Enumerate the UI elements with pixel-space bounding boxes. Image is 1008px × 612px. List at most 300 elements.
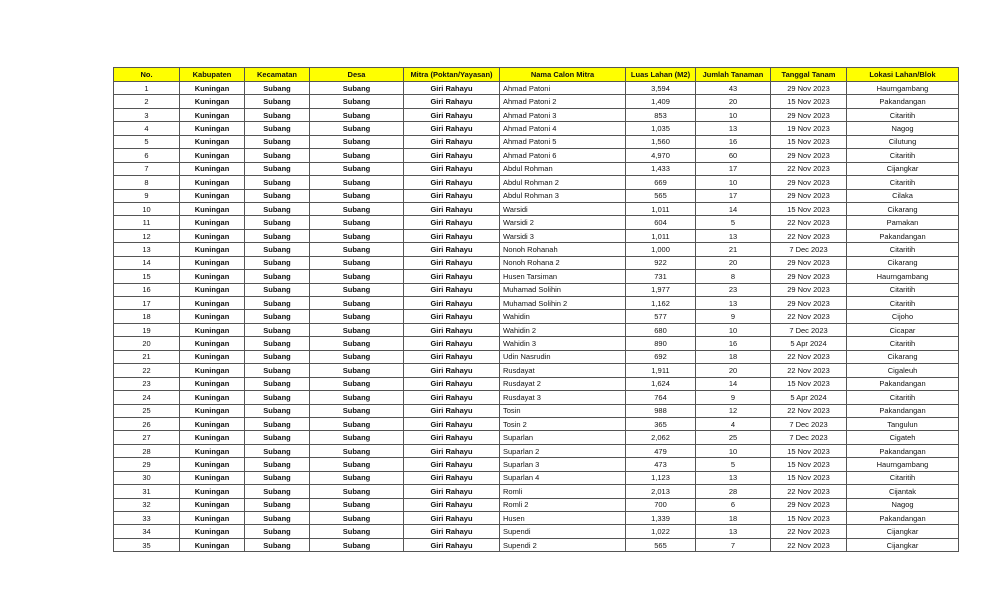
cell-no[interactable]: 13 [114,243,180,256]
cell-desa[interactable]: Subang [310,404,404,417]
cell-tanggal-tanam[interactable]: 7 Dec 2023 [771,243,847,256]
cell-no[interactable]: 22 [114,364,180,377]
cell-mitra[interactable]: Giri Rahayu [404,189,500,202]
cell-mitra[interactable]: Giri Rahayu [404,525,500,538]
cell-tanggal-tanam[interactable]: 15 Nov 2023 [771,202,847,215]
cell-no[interactable]: 2 [114,95,180,108]
cell-no[interactable]: 1 [114,82,180,95]
cell-kabupaten[interactable]: Kuningan [180,498,245,511]
cell-desa[interactable]: Subang [310,498,404,511]
cell-tanggal-tanam[interactable]: 29 Nov 2023 [771,297,847,310]
cell-lokasi[interactable]: Citaritih [847,243,959,256]
cell-jumlah-tanaman[interactable]: 28 [696,485,771,498]
cell-jumlah-tanaman[interactable]: 17 [696,162,771,175]
cell-luas-lahan[interactable]: 1,560 [626,135,696,148]
cell-nama-calon-mitra[interactable]: Supendi 2 [500,538,626,551]
cell-mitra[interactable]: Giri Rahayu [404,404,500,417]
cell-kabupaten[interactable]: Kuningan [180,202,245,215]
cell-tanggal-tanam[interactable]: 29 Nov 2023 [771,256,847,269]
cell-tanggal-tanam[interactable]: 19 Nov 2023 [771,122,847,135]
cell-lokasi[interactable]: Haurngambang [847,458,959,471]
cell-kabupaten[interactable]: Kuningan [180,297,245,310]
cell-luas-lahan[interactable]: 1,911 [626,364,696,377]
cell-jumlah-tanaman[interactable]: 60 [696,149,771,162]
cell-kabupaten[interactable]: Kuningan [180,417,245,430]
cell-mitra[interactable]: Giri Rahayu [404,202,500,215]
cell-mitra[interactable]: Giri Rahayu [404,176,500,189]
cell-kecamatan[interactable]: Subang [245,149,310,162]
cell-kabupaten[interactable]: Kuningan [180,135,245,148]
cell-luas-lahan[interactable]: 3,594 [626,82,696,95]
cell-desa[interactable]: Subang [310,444,404,457]
cell-tanggal-tanam[interactable]: 15 Nov 2023 [771,512,847,525]
cell-tanggal-tanam[interactable]: 5 Apr 2024 [771,337,847,350]
cell-mitra[interactable]: Giri Rahayu [404,135,500,148]
cell-luas-lahan[interactable]: 1,011 [626,229,696,242]
cell-kabupaten[interactable]: Kuningan [180,82,245,95]
col-header-luas-lahan[interactable]: Luas Lahan (M2) [626,68,696,82]
cell-lokasi[interactable]: Citaritih [847,108,959,121]
cell-luas-lahan[interactable]: 1,977 [626,283,696,296]
cell-lokasi[interactable]: Nagog [847,498,959,511]
cell-lokasi[interactable]: Cigaleuh [847,364,959,377]
cell-nama-calon-mitra[interactable]: Muhamad Solihin [500,283,626,296]
cell-kabupaten[interactable]: Kuningan [180,216,245,229]
cell-jumlah-tanaman[interactable]: 10 [696,444,771,457]
cell-luas-lahan[interactable]: 577 [626,310,696,323]
cell-desa[interactable]: Subang [310,243,404,256]
cell-kecamatan[interactable]: Subang [245,229,310,242]
cell-mitra[interactable]: Giri Rahayu [404,95,500,108]
cell-mitra[interactable]: Giri Rahayu [404,108,500,121]
cell-lokasi[interactable]: Haurngambang [847,270,959,283]
cell-mitra[interactable]: Giri Rahayu [404,377,500,390]
cell-no[interactable]: 16 [114,283,180,296]
cell-jumlah-tanaman[interactable]: 20 [696,256,771,269]
cell-tanggal-tanam[interactable]: 29 Nov 2023 [771,283,847,296]
col-header-desa[interactable]: Desa [310,68,404,82]
cell-kabupaten[interactable]: Kuningan [180,310,245,323]
cell-no[interactable]: 31 [114,485,180,498]
cell-desa[interactable]: Subang [310,364,404,377]
cell-jumlah-tanaman[interactable]: 18 [696,350,771,363]
cell-mitra[interactable]: Giri Rahayu [404,122,500,135]
cell-jumlah-tanaman[interactable]: 23 [696,283,771,296]
cell-no[interactable]: 10 [114,202,180,215]
cell-no[interactable]: 4 [114,122,180,135]
cell-luas-lahan[interactable]: 1,162 [626,297,696,310]
cell-mitra[interactable]: Giri Rahayu [404,458,500,471]
cell-no[interactable]: 17 [114,297,180,310]
cell-nama-calon-mitra[interactable]: Abdul Rohman 2 [500,176,626,189]
cell-desa[interactable]: Subang [310,297,404,310]
cell-luas-lahan[interactable]: 692 [626,350,696,363]
cell-tanggal-tanam[interactable]: 29 Nov 2023 [771,498,847,511]
cell-kabupaten[interactable]: Kuningan [180,189,245,202]
cell-luas-lahan[interactable]: 1,624 [626,377,696,390]
cell-lokasi[interactable]: Cijangkar [847,525,959,538]
cell-kabupaten[interactable]: Kuningan [180,270,245,283]
cell-desa[interactable]: Subang [310,458,404,471]
cell-jumlah-tanaman[interactable]: 9 [696,391,771,404]
cell-desa[interactable]: Subang [310,538,404,551]
col-header-lokasi[interactable]: Lokasi Lahan/Blok [847,68,959,82]
cell-nama-calon-mitra[interactable]: Ahmad Patoni 2 [500,95,626,108]
cell-kecamatan[interactable]: Subang [245,270,310,283]
cell-mitra[interactable]: Giri Rahayu [404,444,500,457]
cell-lokasi[interactable]: Citaritih [847,297,959,310]
cell-nama-calon-mitra[interactable]: Rusdayat [500,364,626,377]
cell-nama-calon-mitra[interactable]: Husen Tarsiman [500,270,626,283]
cell-mitra[interactable]: Giri Rahayu [404,538,500,551]
cell-lokasi[interactable]: Cijoho [847,310,959,323]
cell-no[interactable]: 27 [114,431,180,444]
cell-jumlah-tanaman[interactable]: 9 [696,310,771,323]
cell-nama-calon-mitra[interactable]: Husen [500,512,626,525]
cell-jumlah-tanaman[interactable]: 25 [696,431,771,444]
cell-lokasi[interactable]: Pamakan [847,216,959,229]
cell-no[interactable]: 6 [114,149,180,162]
cell-kecamatan[interactable]: Subang [245,444,310,457]
cell-kecamatan[interactable]: Subang [245,82,310,95]
cell-nama-calon-mitra[interactable]: Tosin 2 [500,417,626,430]
cell-mitra[interactable]: Giri Rahayu [404,297,500,310]
cell-jumlah-tanaman[interactable]: 5 [696,458,771,471]
cell-desa[interactable]: Subang [310,82,404,95]
cell-nama-calon-mitra[interactable]: Suparlan 2 [500,444,626,457]
cell-lokasi[interactable]: Pakandangan [847,377,959,390]
cell-kabupaten[interactable]: Kuningan [180,512,245,525]
cell-luas-lahan[interactable]: 604 [626,216,696,229]
cell-nama-calon-mitra[interactable]: Udin Nasrudin [500,350,626,363]
cell-luas-lahan[interactable]: 4,970 [626,149,696,162]
cell-no[interactable]: 15 [114,270,180,283]
cell-lokasi[interactable]: Pakandangan [847,95,959,108]
cell-tanggal-tanam[interactable]: 22 Nov 2023 [771,229,847,242]
cell-kabupaten[interactable]: Kuningan [180,350,245,363]
cell-no[interactable]: 3 [114,108,180,121]
cell-nama-calon-mitra[interactable]: Warsidi [500,202,626,215]
cell-jumlah-tanaman[interactable]: 21 [696,243,771,256]
cell-no[interactable]: 35 [114,538,180,551]
cell-nama-calon-mitra[interactable]: Ahmad Patoni 5 [500,135,626,148]
cell-kecamatan[interactable]: Subang [245,350,310,363]
cell-desa[interactable]: Subang [310,189,404,202]
cell-nama-calon-mitra[interactable]: Suparlan [500,431,626,444]
cell-desa[interactable]: Subang [310,283,404,296]
cell-tanggal-tanam[interactable]: 29 Nov 2023 [771,189,847,202]
cell-kecamatan[interactable]: Subang [245,176,310,189]
cell-nama-calon-mitra[interactable]: Wahidin [500,310,626,323]
cell-lokasi[interactable]: Haurngambang [847,82,959,95]
cell-nama-calon-mitra[interactable]: Ahmad Patoni 3 [500,108,626,121]
cell-mitra[interactable]: Giri Rahayu [404,283,500,296]
cell-luas-lahan[interactable]: 1,000 [626,243,696,256]
cell-lokasi[interactable]: Pakandangan [847,229,959,242]
cell-lokasi[interactable]: Pakandangan [847,404,959,417]
cell-desa[interactable]: Subang [310,270,404,283]
cell-jumlah-tanaman[interactable]: 14 [696,202,771,215]
cell-desa[interactable]: Subang [310,310,404,323]
cell-mitra[interactable]: Giri Rahayu [404,431,500,444]
cell-mitra[interactable]: Giri Rahayu [404,471,500,484]
cell-nama-calon-mitra[interactable]: Rusdayat 2 [500,377,626,390]
cell-tanggal-tanam[interactable]: 15 Nov 2023 [771,135,847,148]
cell-lokasi[interactable]: Citaritih [847,149,959,162]
cell-nama-calon-mitra[interactable]: Warsidi 3 [500,229,626,242]
cell-kabupaten[interactable]: Kuningan [180,471,245,484]
cell-no[interactable]: 21 [114,350,180,363]
cell-desa[interactable]: Subang [310,256,404,269]
cell-tanggal-tanam[interactable]: 7 Dec 2023 [771,431,847,444]
cell-kabupaten[interactable]: Kuningan [180,323,245,336]
cell-no[interactable]: 20 [114,337,180,350]
cell-nama-calon-mitra[interactable]: Suparlan 3 [500,458,626,471]
cell-nama-calon-mitra[interactable]: Nonoh Rohanah [500,243,626,256]
cell-luas-lahan[interactable]: 365 [626,417,696,430]
cell-nama-calon-mitra[interactable]: Suparlan 4 [500,471,626,484]
cell-no[interactable]: 19 [114,323,180,336]
cell-kecamatan[interactable]: Subang [245,122,310,135]
cell-tanggal-tanam[interactable]: 7 Dec 2023 [771,323,847,336]
cell-jumlah-tanaman[interactable]: 10 [696,323,771,336]
cell-kabupaten[interactable]: Kuningan [180,337,245,350]
cell-no[interactable]: 29 [114,458,180,471]
cell-tanggal-tanam[interactable]: 22 Nov 2023 [771,525,847,538]
cell-lokasi[interactable]: Nagog [847,122,959,135]
cell-no[interactable]: 24 [114,391,180,404]
cell-no[interactable]: 11 [114,216,180,229]
cell-tanggal-tanam[interactable]: 22 Nov 2023 [771,216,847,229]
cell-kabupaten[interactable]: Kuningan [180,283,245,296]
cell-lokasi[interactable]: Citaritih [847,471,959,484]
cell-desa[interactable]: Subang [310,229,404,242]
col-header-tanggal-tanam[interactable]: Tanggal Tanam [771,68,847,82]
cell-desa[interactable]: Subang [310,323,404,336]
cell-nama-calon-mitra[interactable]: Tosin [500,404,626,417]
cell-lokasi[interactable]: Citaritih [847,337,959,350]
cell-no[interactable]: 32 [114,498,180,511]
cell-tanggal-tanam[interactable]: 22 Nov 2023 [771,364,847,377]
cell-lokasi[interactable]: Cigateh [847,431,959,444]
cell-kecamatan[interactable]: Subang [245,391,310,404]
cell-luas-lahan[interactable]: 1,011 [626,202,696,215]
cell-kecamatan[interactable]: Subang [245,310,310,323]
cell-no[interactable]: 30 [114,471,180,484]
cell-tanggal-tanam[interactable]: 15 Nov 2023 [771,471,847,484]
cell-lokasi[interactable]: Pakandangan [847,444,959,457]
cell-jumlah-tanaman[interactable]: 13 [696,122,771,135]
cell-desa[interactable]: Subang [310,108,404,121]
cell-nama-calon-mitra[interactable]: Ahmad Patoni 4 [500,122,626,135]
cell-kecamatan[interactable]: Subang [245,538,310,551]
cell-no[interactable]: 9 [114,189,180,202]
cell-kabupaten[interactable]: Kuningan [180,404,245,417]
cell-kecamatan[interactable]: Subang [245,431,310,444]
cell-lokasi[interactable]: Citaritih [847,283,959,296]
cell-kecamatan[interactable]: Subang [245,256,310,269]
cell-jumlah-tanaman[interactable]: 8 [696,270,771,283]
cell-no[interactable]: 12 [114,229,180,242]
cell-kecamatan[interactable]: Subang [245,202,310,215]
cell-desa[interactable]: Subang [310,377,404,390]
cell-nama-calon-mitra[interactable]: Abdul Rohman 3 [500,189,626,202]
cell-desa[interactable]: Subang [310,176,404,189]
cell-tanggal-tanam[interactable]: 29 Nov 2023 [771,82,847,95]
cell-kabupaten[interactable]: Kuningan [180,108,245,121]
cell-lokasi[interactable]: Tangulun [847,417,959,430]
cell-kabupaten[interactable]: Kuningan [180,525,245,538]
cell-tanggal-tanam[interactable]: 29 Nov 2023 [771,108,847,121]
cell-jumlah-tanaman[interactable]: 20 [696,364,771,377]
cell-tanggal-tanam[interactable]: 22 Nov 2023 [771,310,847,323]
cell-kabupaten[interactable]: Kuningan [180,149,245,162]
cell-tanggal-tanam[interactable]: 7 Dec 2023 [771,417,847,430]
cell-nama-calon-mitra[interactable]: Wahidin 2 [500,323,626,336]
cell-lokasi[interactable]: Cilaka [847,189,959,202]
cell-luas-lahan[interactable]: 565 [626,189,696,202]
cell-jumlah-tanaman[interactable]: 12 [696,404,771,417]
cell-kecamatan[interactable]: Subang [245,135,310,148]
cell-lokasi[interactable]: Cijangkar [847,538,959,551]
cell-kecamatan[interactable]: Subang [245,95,310,108]
cell-tanggal-tanam[interactable]: 15 Nov 2023 [771,458,847,471]
cell-kecamatan[interactable]: Subang [245,323,310,336]
cell-kecamatan[interactable]: Subang [245,297,310,310]
cell-kabupaten[interactable]: Kuningan [180,229,245,242]
cell-kabupaten[interactable]: Kuningan [180,458,245,471]
cell-no[interactable]: 5 [114,135,180,148]
cell-luas-lahan[interactable]: 1,035 [626,122,696,135]
cell-jumlah-tanaman[interactable]: 18 [696,512,771,525]
cell-desa[interactable]: Subang [310,350,404,363]
cell-desa[interactable]: Subang [310,417,404,430]
cell-lokasi[interactable]: Citaritih [847,391,959,404]
cell-no[interactable]: 25 [114,404,180,417]
cell-kecamatan[interactable]: Subang [245,498,310,511]
cell-desa[interactable]: Subang [310,525,404,538]
cell-tanggal-tanam[interactable]: 15 Nov 2023 [771,95,847,108]
cell-desa[interactable]: Subang [310,485,404,498]
cell-tanggal-tanam[interactable]: 22 Nov 2023 [771,485,847,498]
col-header-nama-calon-mitra[interactable]: Nama Calon Mitra [500,68,626,82]
cell-luas-lahan[interactable]: 2,013 [626,485,696,498]
cell-lokasi[interactable]: Cikarang [847,350,959,363]
cell-luas-lahan[interactable]: 1,123 [626,471,696,484]
cell-kecamatan[interactable]: Subang [245,189,310,202]
cell-kabupaten[interactable]: Kuningan [180,364,245,377]
cell-lokasi[interactable]: Cikarang [847,256,959,269]
cell-desa[interactable]: Subang [310,337,404,350]
cell-nama-calon-mitra[interactable]: Muhamad Solihin 2 [500,297,626,310]
col-header-kecamatan[interactable]: Kecamatan [245,68,310,82]
cell-kabupaten[interactable]: Kuningan [180,444,245,457]
cell-kecamatan[interactable]: Subang [245,337,310,350]
cell-tanggal-tanam[interactable]: 22 Nov 2023 [771,162,847,175]
cell-desa[interactable]: Subang [310,122,404,135]
col-header-jumlah-tanaman[interactable]: Jumlah Tanaman [696,68,771,82]
cell-mitra[interactable]: Giri Rahayu [404,82,500,95]
cell-kecamatan[interactable]: Subang [245,485,310,498]
col-header-no[interactable]: No. [114,68,180,82]
cell-desa[interactable]: Subang [310,149,404,162]
cell-nama-calon-mitra[interactable]: Romli 2 [500,498,626,511]
cell-jumlah-tanaman[interactable]: 14 [696,377,771,390]
cell-no[interactable]: 33 [114,512,180,525]
cell-jumlah-tanaman[interactable]: 13 [696,229,771,242]
cell-mitra[interactable]: Giri Rahayu [404,243,500,256]
cell-jumlah-tanaman[interactable]: 43 [696,82,771,95]
cell-luas-lahan[interactable]: 1,339 [626,512,696,525]
cell-mitra[interactable]: Giri Rahayu [404,149,500,162]
cell-kabupaten[interactable]: Kuningan [180,391,245,404]
cell-nama-calon-mitra[interactable]: Supendi [500,525,626,538]
cell-kecamatan[interactable]: Subang [245,283,310,296]
cell-mitra[interactable]: Giri Rahayu [404,337,500,350]
cell-luas-lahan[interactable]: 764 [626,391,696,404]
cell-lokasi[interactable]: Cijantak [847,485,959,498]
cell-jumlah-tanaman[interactable]: 6 [696,498,771,511]
cell-kabupaten[interactable]: Kuningan [180,95,245,108]
cell-kecamatan[interactable]: Subang [245,243,310,256]
cell-kabupaten[interactable]: Kuningan [180,431,245,444]
cell-luas-lahan[interactable]: 2,062 [626,431,696,444]
cell-no[interactable]: 23 [114,377,180,390]
cell-kecamatan[interactable]: Subang [245,417,310,430]
cell-lokasi[interactable]: Pakandangan [847,512,959,525]
cell-kabupaten[interactable]: Kuningan [180,176,245,189]
cell-luas-lahan[interactable]: 473 [626,458,696,471]
cell-no[interactable]: 14 [114,256,180,269]
cell-desa[interactable]: Subang [310,135,404,148]
cell-desa[interactable]: Subang [310,512,404,525]
cell-kecamatan[interactable]: Subang [245,108,310,121]
cell-mitra[interactable]: Giri Rahayu [404,323,500,336]
cell-tanggal-tanam[interactable]: 29 Nov 2023 [771,149,847,162]
cell-mitra[interactable]: Giri Rahayu [404,417,500,430]
cell-tanggal-tanam[interactable]: 15 Nov 2023 [771,377,847,390]
cell-jumlah-tanaman[interactable]: 16 [696,337,771,350]
cell-desa[interactable]: Subang [310,162,404,175]
cell-kecamatan[interactable]: Subang [245,404,310,417]
cell-luas-lahan[interactable]: 1,022 [626,525,696,538]
cell-mitra[interactable]: Giri Rahayu [404,364,500,377]
cell-jumlah-tanaman[interactable]: 10 [696,108,771,121]
cell-jumlah-tanaman[interactable]: 13 [696,297,771,310]
cell-tanggal-tanam[interactable]: 22 Nov 2023 [771,404,847,417]
cell-luas-lahan[interactable]: 731 [626,270,696,283]
cell-kecamatan[interactable]: Subang [245,364,310,377]
cell-desa[interactable]: Subang [310,95,404,108]
cell-tanggal-tanam[interactable]: 29 Nov 2023 [771,176,847,189]
cell-jumlah-tanaman[interactable]: 20 [696,95,771,108]
cell-nama-calon-mitra[interactable]: Rusdayat 3 [500,391,626,404]
cell-jumlah-tanaman[interactable]: 16 [696,135,771,148]
cell-luas-lahan[interactable]: 700 [626,498,696,511]
cell-no[interactable]: 18 [114,310,180,323]
cell-jumlah-tanaman[interactable]: 10 [696,176,771,189]
col-header-kabupaten[interactable]: Kabupaten [180,68,245,82]
cell-luas-lahan[interactable]: 565 [626,538,696,551]
cell-tanggal-tanam[interactable]: 22 Nov 2023 [771,538,847,551]
cell-nama-calon-mitra[interactable]: Ahmad Patoni 6 [500,149,626,162]
cell-nama-calon-mitra[interactable]: Nonoh Rohana 2 [500,256,626,269]
cell-jumlah-tanaman[interactable]: 13 [696,525,771,538]
cell-luas-lahan[interactable]: 890 [626,337,696,350]
cell-desa[interactable]: Subang [310,431,404,444]
cell-luas-lahan[interactable]: 922 [626,256,696,269]
cell-no[interactable]: 7 [114,162,180,175]
